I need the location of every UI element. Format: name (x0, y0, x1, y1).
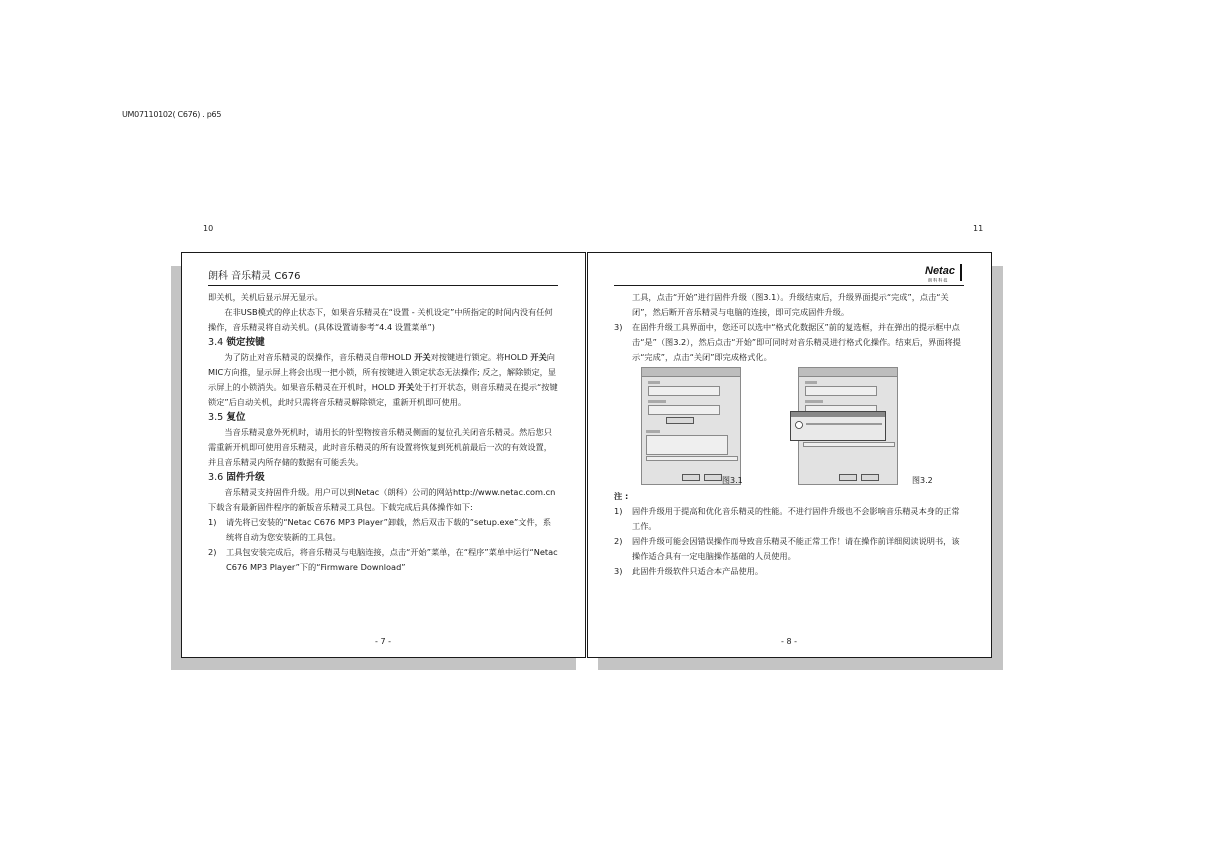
question-icon (795, 421, 803, 429)
confirm-dialog (790, 411, 886, 441)
section-heading-3-6: 3.6 固件升级 (208, 472, 265, 483)
list-item: 1) 固件升级用于提高和优化音乐精灵的性能。不进行固件升级也不会影响音乐精灵本身的正常工作。 (614, 506, 960, 531)
page-footer: - 7 - (375, 637, 391, 646)
page-footer: - 8 - (781, 637, 797, 646)
list-item: 2) 工具包安装完成后，将音乐精灵与电脑连接，点击“开始”菜单，在“程序”菜单中运行“Netac C676 MP3 Player”下的“Firmware Download” (208, 547, 558, 572)
right-page-content (614, 290, 964, 579)
paragraph-lock: 为了防止对音乐精灵的误操作，音乐精灵自带HOLD 开关对按键进行锁定。将HOLD 开关向MIC方向推，显示屏上将会出现一把小锁，所有按键进入锁定状态无法操作; 反之，解除锁定，显示屏上的小锁消失。如果音乐精灵在开机时，HOLD 开关处于打开状态，则音乐精灵在提示“按键锁定”后自动关机，此时只需将音乐精灵解除锁定，重新开机即可使用。 (208, 352, 558, 407)
section-heading-3-4: 3.4 锁定按键 (208, 337, 265, 348)
figure-label: 图3.1 (722, 476, 743, 485)
paragraph: 即关机，关机后显示屏无显示。 (208, 292, 323, 302)
left-page (181, 252, 586, 658)
figure-label: 图3.2 (912, 476, 933, 485)
file-name: UM07110102( C676) . p65 (122, 110, 222, 119)
paragraph-reset: 当音乐精灵意外死机时，请用长的针型物按音乐精灵侧面的复位孔关闭音乐精灵。然后您只需重新开机即可使用音乐精灵，此时音乐精灵的所有设置将恢复到死机前最后一次的有效设置，并且音乐精灵内所存储的数据有可能丢失。 (208, 427, 552, 467)
list-item: 1) 请先将已安装的“Netac C676 MP3 Player”卸载，然后双击下载的“setup.exe”文件，系统将自动为您安装新的工具包。 (208, 517, 552, 542)
paragraph: 在非USB模式的停止状态下，如果音乐精灵在“设置 - 关机设定”中所指定的时间内没有任何操作，音乐精灵将自动关机。(具体设置请参考“4.4 设置菜单”) (208, 307, 553, 332)
note-title: 注 : (614, 491, 629, 501)
list-item-continued: 工具，点击“开始”进行固件升级（图3.1）。升级结束后，升级界面提示“完成”，点击“关闭”，然后断开音乐精灵与电脑的连接，即可完成固件升级。 (632, 292, 949, 317)
right-page (587, 252, 992, 658)
list-item: 2) 固件升级可能会因错误操作而导致音乐精灵不能正常工作！请在操作前详细阅读说明书，该操作适合具有一定电脑操作基础的人员使用。 (614, 536, 960, 561)
left-page-content (208, 290, 558, 575)
page-number-right: 11 (973, 224, 984, 233)
figure-3-1-screenshot (641, 367, 741, 485)
list-item: 3) 此固件升级软件只适合本产品使用。 (614, 566, 764, 576)
list-item: 3) 在固件升级工具界面中，您还可以选中“格式化数据区”前的复选框，并在弹出的提示框中点击“是”（图3.2），然后点击“开始”即可同时对音乐精灵进行格式化操作。结束后，界面将提示“完成”，点击“关闭”即完成格式化。 (614, 322, 961, 362)
paragraph-firmware: 音乐精灵支持固件升级。用户可以到Netac（朗科）公司的网站http://www.netac.com.cn下载含有最新固件程序的新版音乐精灵工具包。下载完成后具体操作如下: (208, 487, 556, 512)
logo-text: Netac (925, 265, 955, 277)
logo-subtext: 朗 科 科 技 (928, 277, 948, 283)
page-number-left: 10 (203, 224, 214, 233)
page-header: 朗科 音乐精灵 C676 (208, 270, 558, 286)
section-heading-3-5: 3.5 复位 (208, 412, 246, 423)
figures (614, 367, 964, 489)
